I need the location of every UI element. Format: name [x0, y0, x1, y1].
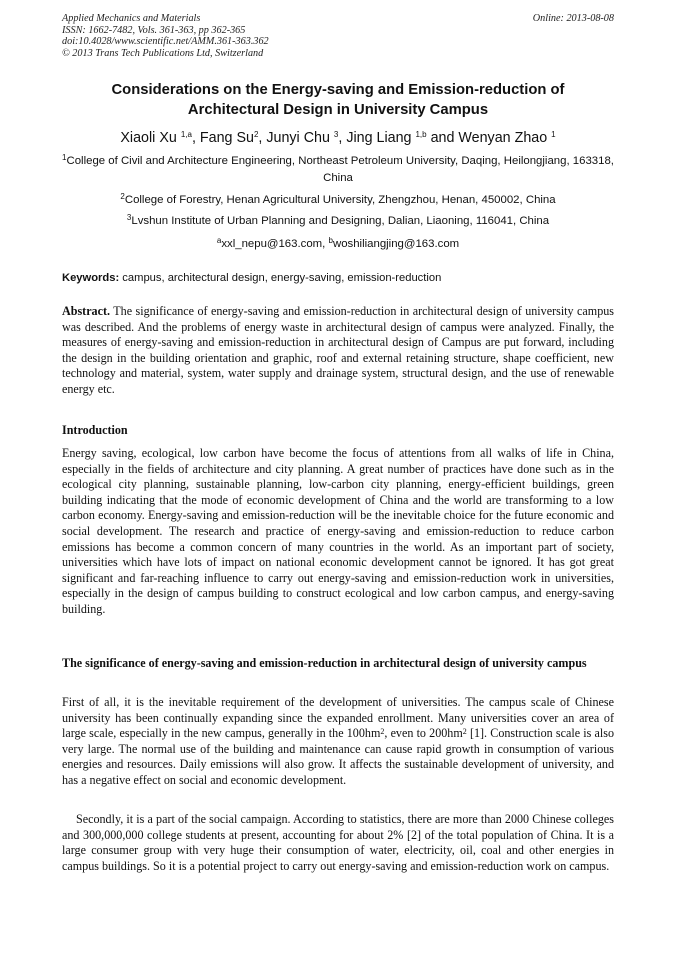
author-sup: 1 — [551, 130, 556, 139]
superscript: 2 — [380, 727, 385, 737]
email-sup: b — [328, 236, 333, 245]
significance-paragraph-2: Secondly, it is a part of the social campaign. According to statistics, there are more than 2000 Chinese colleges and 300,000,000 college students at present, accounting for about 2% [2] of the total population of China. It is a large consumer group with very huge their consumption of water, electricity, oil, coal and other energies in campus buildings. So it is a potential project to carry out energy-saving and emission-reduction work on campus. — [62, 812, 614, 873]
title-line-2: Architectural Design in University Campus — [187, 102, 489, 118]
author-name: Xiaoli Xu — [120, 130, 177, 146]
affiliation-sup: 2 — [120, 192, 125, 201]
superscript: 2 — [462, 727, 467, 737]
author-sup: 1,a — [180, 130, 192, 139]
issn-line: ISSN: 1662-7482, Vols. 361-363, pp 362-365 — [62, 24, 246, 36]
email-b: woshiliangjing@163.com — [332, 238, 460, 250]
email-sup: a — [216, 236, 222, 245]
keywords-text: campus, architectural design, energy-saving, emission-reduction — [119, 272, 442, 284]
affiliation-1 — [62, 153, 614, 186]
author-list: Xiaoli Xu $^{1,a}$, Fang Su$^2$, Junyi Chu $^3$, Jing Liang $^{1,b}$ and Wenyan Zhao $^1$ — [120, 130, 556, 146]
doi-line: doi:10.4028/www.scientific.net/AMM.361-363.362 — [62, 36, 269, 48]
author-emails: $^a$xxl_nepu@163.com, $^b$woshiliangjing@163.com — [216, 236, 460, 250]
intro-paragraph: Energy saving, ecological, low carbon have become the focus of attentions from all walks of life in China, especially in the fields of architecture and city planning. A great number of practices have done such as in the ecological city planning, sustainable planning, low-carbon city planning, energy-efficient buildings, green building indicating that the mode of economic development of China and the world are transforming to a low carbon economy. Energy-saving and emission-reduction will be the inevitable choice for the future economic and social development. The research and practice of energy-saving and emission-reduction to reduce carbon emissions has become a common concern of many countries in the world. As an important part of society, universities which have lots of impact on national economic development cannot be ignored. It has got great significant and far-reaching influence to carry out energy-saving and emission-reduction work in universities, especially in the design of campus building to construct ecological and low carbon campus, and energy-saving building. — [62, 446, 614, 616]
significance-heading: The significance of energy-saving and emission-reduction in architectural design of university campus — [62, 656, 587, 670]
author-sup: 1,b — [415, 130, 427, 139]
paragraph-text: First of all, it is the inevitable requirement of the development of universities. The campus scale of Chinese university has been continually expanding since the expanded enrollment. Many universities cover an area of large scale, especially in the new campus, generally in the 100hm — [62, 695, 614, 741]
author-name: Junyi Chu — [266, 130, 330, 146]
abstract — [62, 304, 614, 398]
affiliation-sup: 3 — [126, 213, 132, 222]
journal-name: Applied Mechanics and Materials — [62, 13, 201, 24]
affiliation-sup: 1 — [62, 153, 67, 162]
keywords — [62, 271, 614, 286]
online-date: Online: 2013-08-08 — [532, 13, 614, 24]
affiliation-2 — [62, 192, 614, 209]
affiliation-text: College of Civil and Architecture Engineering, Northeast Petroleum University, Daqing, Heilongjiang, 163318, China — [66, 155, 614, 184]
affiliation-text: Lvshun Institute of Urban Planning and Designing, Dalian, Liaoning, 116041, China — [131, 215, 550, 227]
author-sup: 3 — [333, 130, 339, 139]
paragraph-text: [1]. Construction scale is also very large. The normal use of the building and maintenance can cause rapid growth in consumption of various energies and resources. Daily emissions will also grow. It affects the sustainable development of university, and has a negative effect on social and economic development. — [62, 726, 614, 787]
paper-title — [62, 80, 614, 120]
author-name: Jing Liang — [346, 130, 412, 146]
author-sup: 2 — [253, 130, 259, 139]
copyright-line: © 2013 Trans Tech Publications Ltd, Switzerland — [62, 47, 264, 59]
abstract-text: The significance of energy-saving and emission-reduction in architectural design of university campus was described. And the problems of energy waste in architectural design of campus were analyzed. Finally, the measures of energy-saving and emission-reduction in architectural design of Campus are put forward, including the design in the building orientation and graphic, roof and external retaining structure, shape coefficient, new technology and material, system, water supply and drainage system, structural design, and the use of renewable energy etc. — [62, 304, 614, 396]
intro-heading: Introduction — [62, 423, 128, 437]
affiliation-3 — [62, 213, 614, 230]
affiliation-text: College of Forestry, Henan Agricultural University, Zhengzhou, Henan, 450002, China — [124, 194, 556, 206]
journal-header — [62, 13, 614, 59]
author-name: Wenyan Zhao — [458, 130, 548, 146]
significance-paragraph-1 — [62, 695, 614, 789]
keywords-label: Keywords: — [62, 272, 120, 284]
author-name: Fang Su — [199, 130, 254, 146]
abstract-label: Abstract. — [62, 304, 111, 318]
title-line-1: Considerations on the Energy-saving and Emission-reduction of — [111, 82, 565, 98]
email-a: xxl_nepu@163.com — [221, 238, 323, 250]
paragraph-text: , even to 200hm — [384, 726, 463, 741]
